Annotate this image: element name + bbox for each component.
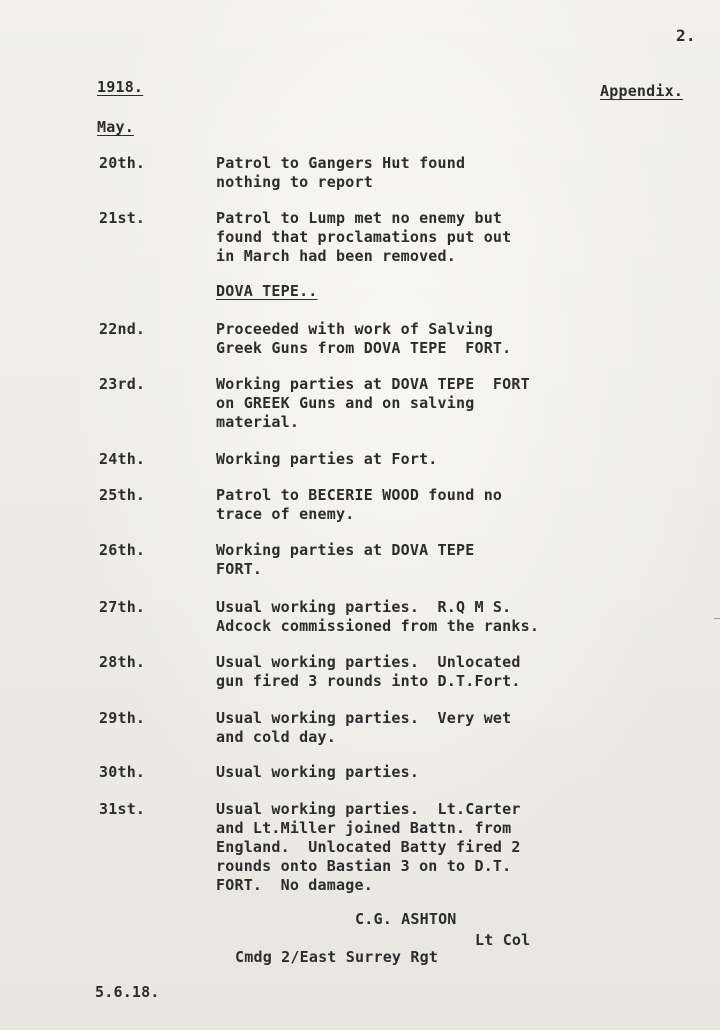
entry-text: Usual working parties. (216, 763, 420, 781)
entry-text: Patrol to Gangers Hut found nothing to report (216, 154, 466, 191)
entry-date: 31st. (99, 800, 146, 818)
entry-text: Working parties at DOVA TEPE FORT on GREEK Guns and on salving material. (216, 375, 530, 431)
month-heading: May. (97, 118, 134, 136)
entry-date: 26th. (99, 541, 146, 559)
entry-date: 24th. (99, 450, 146, 468)
entry-text: Working parties at Fort. (216, 450, 438, 468)
entry-date: 30th. (99, 763, 146, 781)
entry-date: 25th. (99, 486, 146, 504)
page-number: 2. (676, 26, 696, 45)
location-subheading: DOVA TEPE.. (216, 282, 318, 300)
paper-edge-mark (714, 618, 720, 619)
entry-text: Proceeded with work of Salving Greek Guns from DOVA TEPE FORT. (216, 320, 512, 357)
entry-date: 22nd. (99, 320, 146, 338)
entry-date: 27th. (99, 598, 146, 616)
entry-text: Usual working parties. Lt.Carter and Lt.Miller joined Battn. from England. Unlocated Batty fired 2 rounds onto Bastian 3 on to D.T. FORT. No damage. (216, 800, 521, 894)
signatory-name: C.G. ASHTON (355, 910, 457, 928)
year-heading: 1918. (97, 78, 144, 96)
entry-text: Usual working parties. Unlocated gun fired 3 rounds into D.T.Fort. (216, 653, 521, 690)
signatory-rank: Lt Col (475, 931, 531, 949)
entry-text: Patrol to BECERIE WOOD found no trace of enemy. (216, 486, 503, 523)
document-date: 5.6.18. (95, 983, 160, 1001)
entry-date: 29th. (99, 709, 146, 727)
entry-text: Usual working parties. R.Q M S. Adcock commissioned from the ranks. (216, 598, 540, 635)
entry-text: Working parties at DOVA TEPE FORT. (216, 541, 475, 578)
appendix-label: Appendix. (600, 82, 684, 100)
signatory-unit: Cmdg 2/East Surrey Rgt (235, 948, 439, 966)
entry-date: 28th. (99, 653, 146, 671)
entry-text: Usual working parties. Very wet and cold day. (216, 709, 512, 746)
entry-date: 21st. (99, 209, 146, 227)
entry-date: 20th. (99, 154, 146, 172)
entry-date: 23rd. (99, 375, 146, 393)
entry-text: Patrol to Lump met no enemy but found that proclamations put out in March had been removed. (216, 209, 512, 265)
